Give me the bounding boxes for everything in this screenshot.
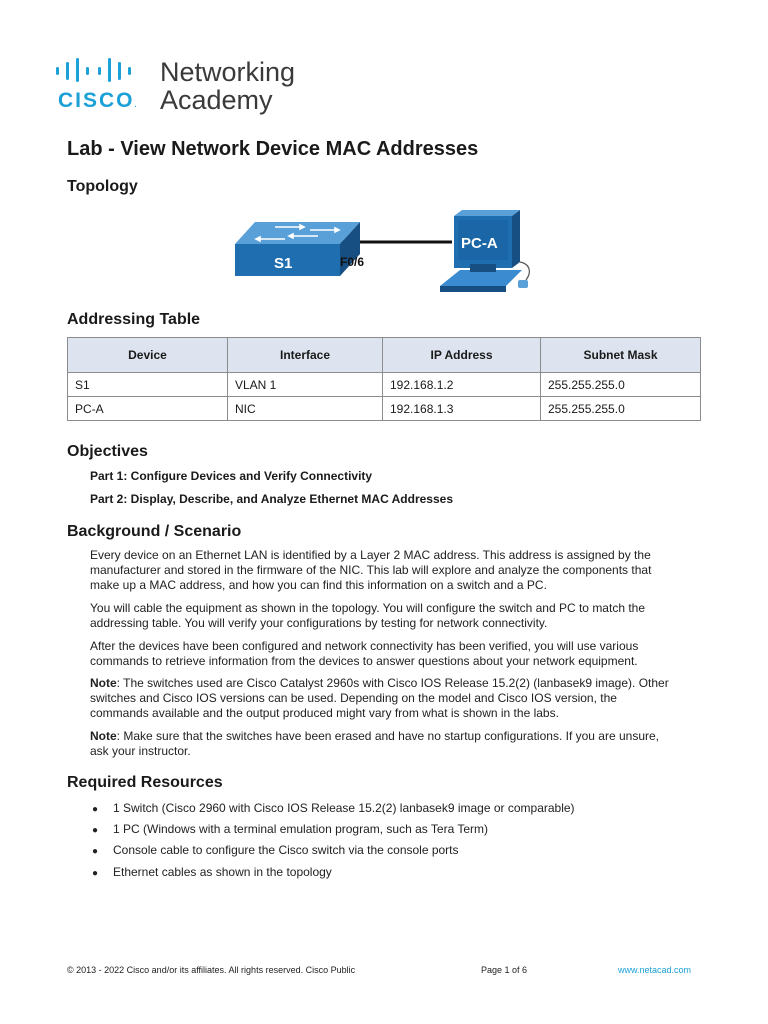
list-item [92,865,332,879]
table-cell: PC-A [68,397,228,421]
background-paragraph-1 [90,548,702,593]
switch-label: S1 [274,255,293,272]
note-text: : Make sure that the switches have been erased and have no startup configurations. If you are unsure, [116,729,659,743]
cisco-wordmark: CISCO. [58,89,137,112]
table-cell: S1 [68,373,228,397]
text-line: After the devices have been configured and network connectivity has been verified, you will use various [90,639,639,653]
note-label: Note [90,676,117,690]
logo-academy-text: Academy [160,85,273,115]
text-line: switches and Cisco IOS versions can be used. Depending on the model and Cisco IOS version, the [90,691,617,705]
cisco-networking-academy-logo [54,57,314,117]
column-header: Device [68,338,228,373]
bullet-icon: ● [92,846,99,857]
list-item-text: Console cable to configure the Cisco switch via the console ports [113,843,459,857]
background-heading: Background / Scenario [67,523,242,540]
topology-heading: Topology [67,178,138,195]
text-line: make up a MAC address, and how you can find this information on a switch and a PC. [90,578,547,592]
table-row [68,397,701,421]
logo-networking-text: Networking [160,57,296,87]
objectives-heading: Objectives [67,443,148,460]
objective-part-2: Part 2: Display, Describe, and Analyze Ethernet MAC Addresses [90,492,454,506]
bullet-icon: ● [92,804,99,815]
list-item [92,801,575,815]
table-cell: NIC [228,397,383,421]
text-line: manufacturer and stored in the firmware of the NIC. This lab will explore and analyze the components that [90,563,652,577]
background-paragraph-3 [90,639,702,669]
text-line: You will cable the equipment as shown in the topology. You will configure the switch and PC to match the [90,601,646,615]
text-line [90,729,702,744]
text-line: Every device on an Ethernet LAN is identified by a Layer 2 MAC address. This address is assigned by the [90,548,651,562]
footer-page-number: Page 1 of 6 [481,965,528,975]
note-paragraph-2 [90,729,702,759]
topology-diagram [230,206,550,298]
list-item-text: Ethernet cables as shown in the topology [113,865,332,879]
text-line: addressing table. You will verify your configurations by testing for network connectivity. [90,616,548,630]
footer-copyright: © 2013 - 2022 Cisco and/or its affiliates. All rights reserved. Cisco Public [67,965,356,975]
background-paragraph-2 [90,601,702,631]
list-item-text: 1 PC (Windows with a terminal emulation program, such as Tera Term) [113,822,489,836]
text-line [90,676,702,691]
cisco-bars-icon [54,57,146,83]
text-line: commands available and the output produced might vary from what is shown in the labs. [90,706,559,720]
footer-website-link[interactable]: www.netacad.com [618,965,692,975]
column-header: IP Address [383,338,541,373]
bullet-icon: ● [92,868,99,879]
pc-a-icon [440,210,529,292]
list-item [92,843,459,857]
table-cell: VLAN 1 [228,373,383,397]
column-header: Interface [228,338,383,373]
note-label: Note [90,729,117,743]
table-cell: 255.255.255.0 [541,397,701,421]
list-item [92,822,488,836]
text-line: commands to retrieve information from the devices to answer questions about your network equipment. [90,654,638,668]
table-cell: 192.168.1.3 [383,397,541,421]
port-label: F0/6 [340,255,365,269]
required-resources-heading: Required Resources [67,774,223,791]
note-paragraph-1 [90,676,702,721]
text-line: ask your instructor. [90,744,191,758]
addressing-table-heading: Addressing Table [67,311,201,328]
list-item-text: 1 Switch (Cisco 2960 with Cisco IOS Release 15.2(2) lanbasek9 image or comparable) [113,801,575,815]
document-title: Lab - View Network Device MAC Addresses [67,138,479,160]
pc-label: PC-A [461,235,498,252]
table-cell: 255.255.255.0 [541,373,701,397]
table-cell: 192.168.1.2 [383,373,541,397]
table-header-row [68,338,701,373]
bullet-icon: ● [92,825,99,836]
column-header: Subnet Mask [541,338,701,373]
table-row [68,373,701,397]
objective-part-1: Part 1: Configure Devices and Verify Connectivity [90,469,373,483]
addressing-table [67,337,701,421]
note-text: : The switches used are Cisco Catalyst 2960s with Cisco IOS Release 15.2(2) (lanbasek9 image). Other [116,676,669,690]
